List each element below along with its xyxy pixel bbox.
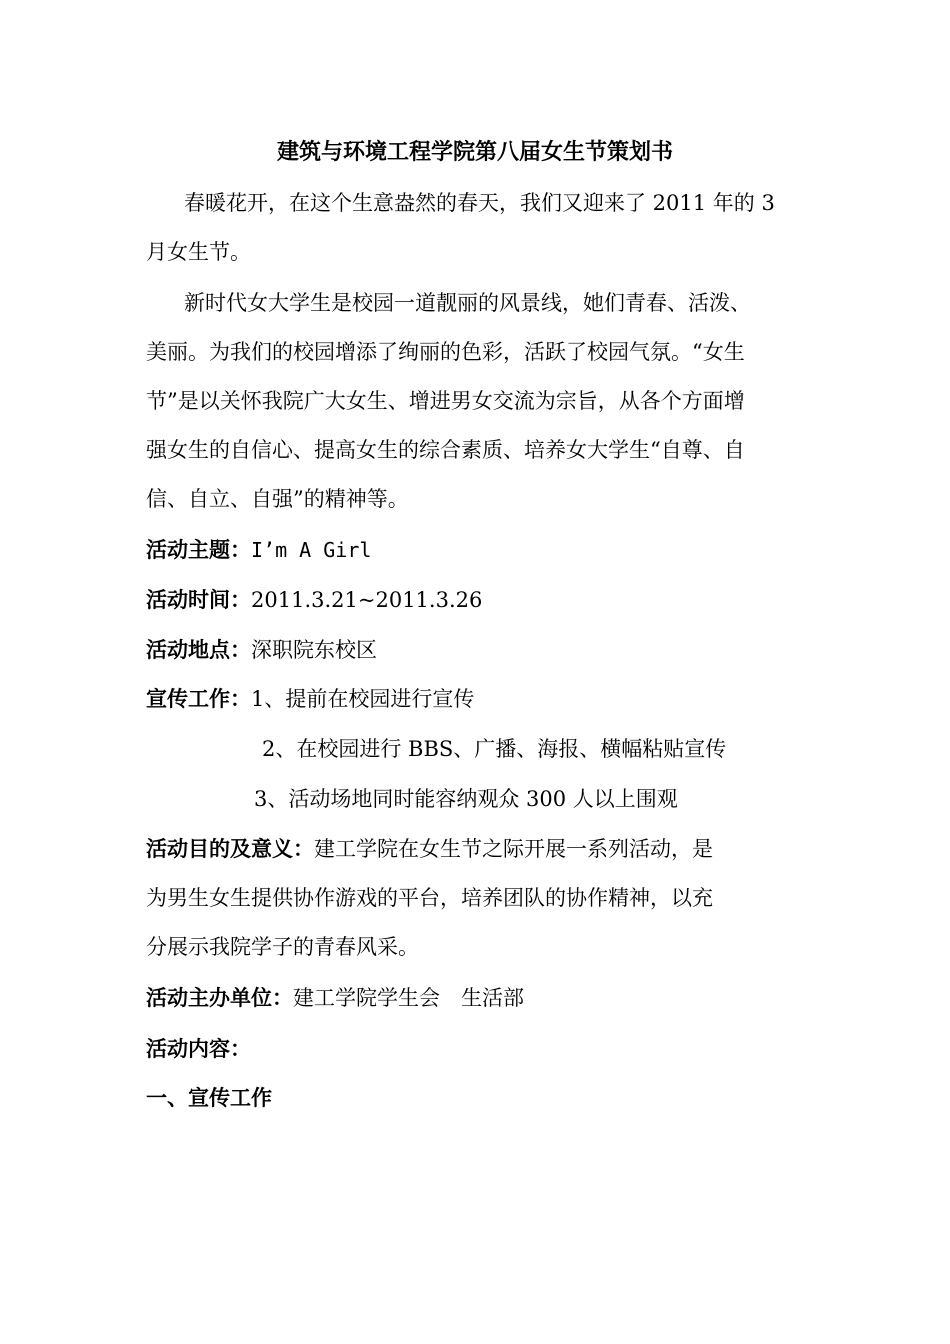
promo-row	[146, 685, 474, 713]
time-value: 2011.3.21~2011.3.26	[251, 588, 483, 612]
organizer-label: 活动主办单位：	[146, 985, 293, 1010]
theme-row	[146, 536, 371, 564]
theme-value: I’m A Girl	[251, 538, 372, 562]
place-label: 活动地点：	[146, 637, 251, 662]
intro-p2-line-2: 美丽。为我们的校园增添了绚丽的色彩，活跃了校园气氛。“女生	[146, 340, 745, 364]
intro-p2-line-3: 节”是以关怀我院广大女生、增进男女交流为宗旨，从各个方面增	[146, 389, 745, 413]
document-title: 建筑与环境工程学院第八届女生节策划书	[276, 139, 673, 165]
promo-item-2: 2、在校园进行 BBS、广播、海报、横幅粘贴宣传	[262, 737, 727, 761]
purpose-line-1: 建工学院在女生节之际开展一系列活动，是	[314, 837, 713, 861]
intro-p1-line-2: 月女生节。	[146, 240, 251, 264]
organizer-value: 建工学院学生会 生活部	[293, 986, 524, 1010]
promo-label: 宣传工作：	[146, 686, 251, 711]
purpose-label: 活动目的及意义：	[146, 836, 314, 861]
section-one-heading: 一、宣传工作	[146, 1085, 272, 1110]
intro-p2-line-5: 信、自立、自强”的精神等。	[146, 487, 409, 511]
intro-p2-line-1: 新时代女大学生是校园一道靓丽的风景线，她们青春、活泼、	[184, 291, 751, 315]
purpose-row	[146, 835, 713, 863]
purpose-line-3: 分展示我院学子的青春风采。	[146, 935, 419, 959]
intro-p2-line-4: 强女生的自信心、提高女生的综合素质、培养女大学生“自尊、自	[146, 438, 745, 462]
time-row	[146, 586, 482, 614]
place-value: 深职院东校区	[251, 638, 377, 662]
place-row	[146, 636, 377, 664]
theme-label: 活动主题：	[146, 537, 251, 562]
organizer-row	[146, 984, 524, 1012]
purpose-line-2: 为男生女生提供协作游戏的平台，培养团队的协作精神，以充	[146, 886, 713, 910]
promo-item-3: 3、活动场地同时能容纳观众 300 人以上围观	[254, 787, 678, 811]
intro-p1-line-1: 春暖花开，在这个生意盎然的春天，我们又迎来了 2011 年的 3	[184, 191, 775, 215]
promo-item-1: 1、提前在校园进行宣传	[251, 687, 475, 711]
content-label: 活动内容：	[146, 1036, 251, 1061]
time-label: 活动时间：	[146, 587, 251, 612]
